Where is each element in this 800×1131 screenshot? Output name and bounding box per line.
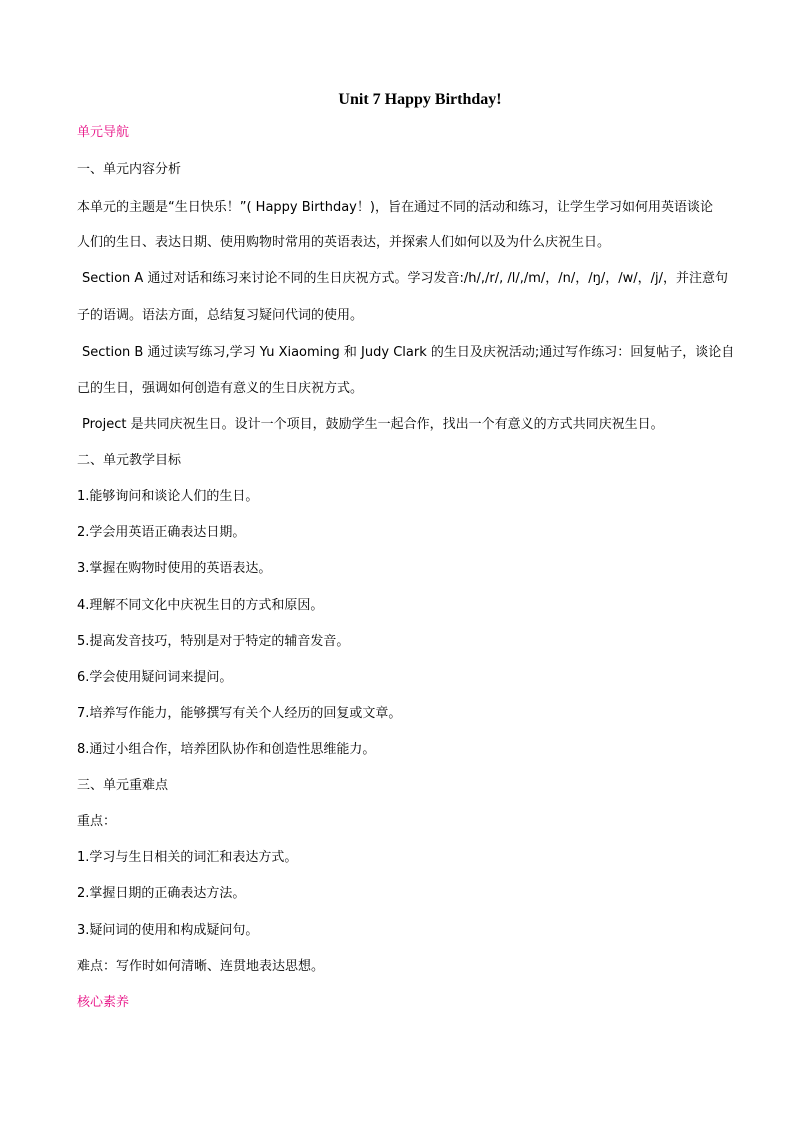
paragraph-theme-line-2: 人们的生日、表达日期、使用购物时常用的英语表达，并探索人们如何以及为什么庆祝生日。 [77, 235, 611, 250]
goal-item: 4.理解不同文化中庆祝生日的方式和原因。 [77, 598, 324, 613]
heading-teaching-goals: 二、单元教学目标 [77, 453, 182, 468]
key-point-item: 1.学习与生日相关的词汇和表达方式。 [77, 850, 298, 865]
section-heading-core-literacy: 核心素养 [77, 995, 130, 1010]
paragraph-project: Project 是共同庆祝生日。设计一个项目，鼓励学生一起合作，找出一个有意义的方式共同庆祝生日。 [82, 417, 664, 432]
paragraph-section-b-line-1: Section B 通过读写练习,学习 Yu Xiaoming 和 Judy Clark 的生日及庆祝活动;通过写作练习：回复帖子，谈论自 [82, 345, 735, 360]
difficulty-point: 难点：写作时如何清晰、连贯地表达思想。 [77, 959, 325, 974]
paragraph-section-a-line-2: 子的语调。语法方面，总结复习疑问代词的使用。 [77, 308, 364, 323]
goal-item: 8.通过小组合作，培养团队协作和创造性思维能力。 [77, 742, 376, 757]
key-points-label: 重点： [77, 814, 117, 829]
section-heading-unit-nav: 单元导航 [77, 125, 130, 140]
goal-item: 1.能够询问和谈论人们的生日。 [77, 489, 259, 504]
goal-item: 7.培养写作能力，能够撰写有关个人经历的回复或文章。 [77, 706, 402, 721]
key-point-item: 3.疑问词的使用和构成疑问句。 [77, 923, 259, 938]
paragraph-theme-line-1: 本单元的主题是“生日快乐！”( Happy Birthday！)，旨在通过不同的活动和练习，让学生学习如何用英语谈论 [77, 200, 713, 215]
paragraph-section-b-line-2: 己的生日，强调如何创造有意义的生日庆祝方式。 [77, 381, 364, 396]
paragraph-section-a-line-1: Section A 通过对话和练习来讨论不同的生日庆祝方式。学习发音:/h/,/r/, /l/,/m/，/n/，/ŋ/，/w/，/j/，并注意句 [82, 271, 729, 286]
key-point-item: 2.掌握日期的正确表达方法。 [77, 886, 246, 901]
goal-item: 3.掌握在购物时使用的英语表达。 [77, 561, 272, 576]
goal-item: 5.提高发音技巧，特别是对于特定的辅音发音。 [77, 634, 350, 649]
heading-content-analysis: 一、单元内容分析 [77, 162, 182, 177]
goal-item: 6.学会使用疑问词来提问。 [77, 670, 233, 685]
heading-key-difficult-points: 三、单元重难点 [77, 778, 169, 793]
document-title: Unit 7 Happy Birthday! [338, 91, 502, 108]
goal-item: 2.学会用英语正确表达日期。 [77, 525, 246, 540]
